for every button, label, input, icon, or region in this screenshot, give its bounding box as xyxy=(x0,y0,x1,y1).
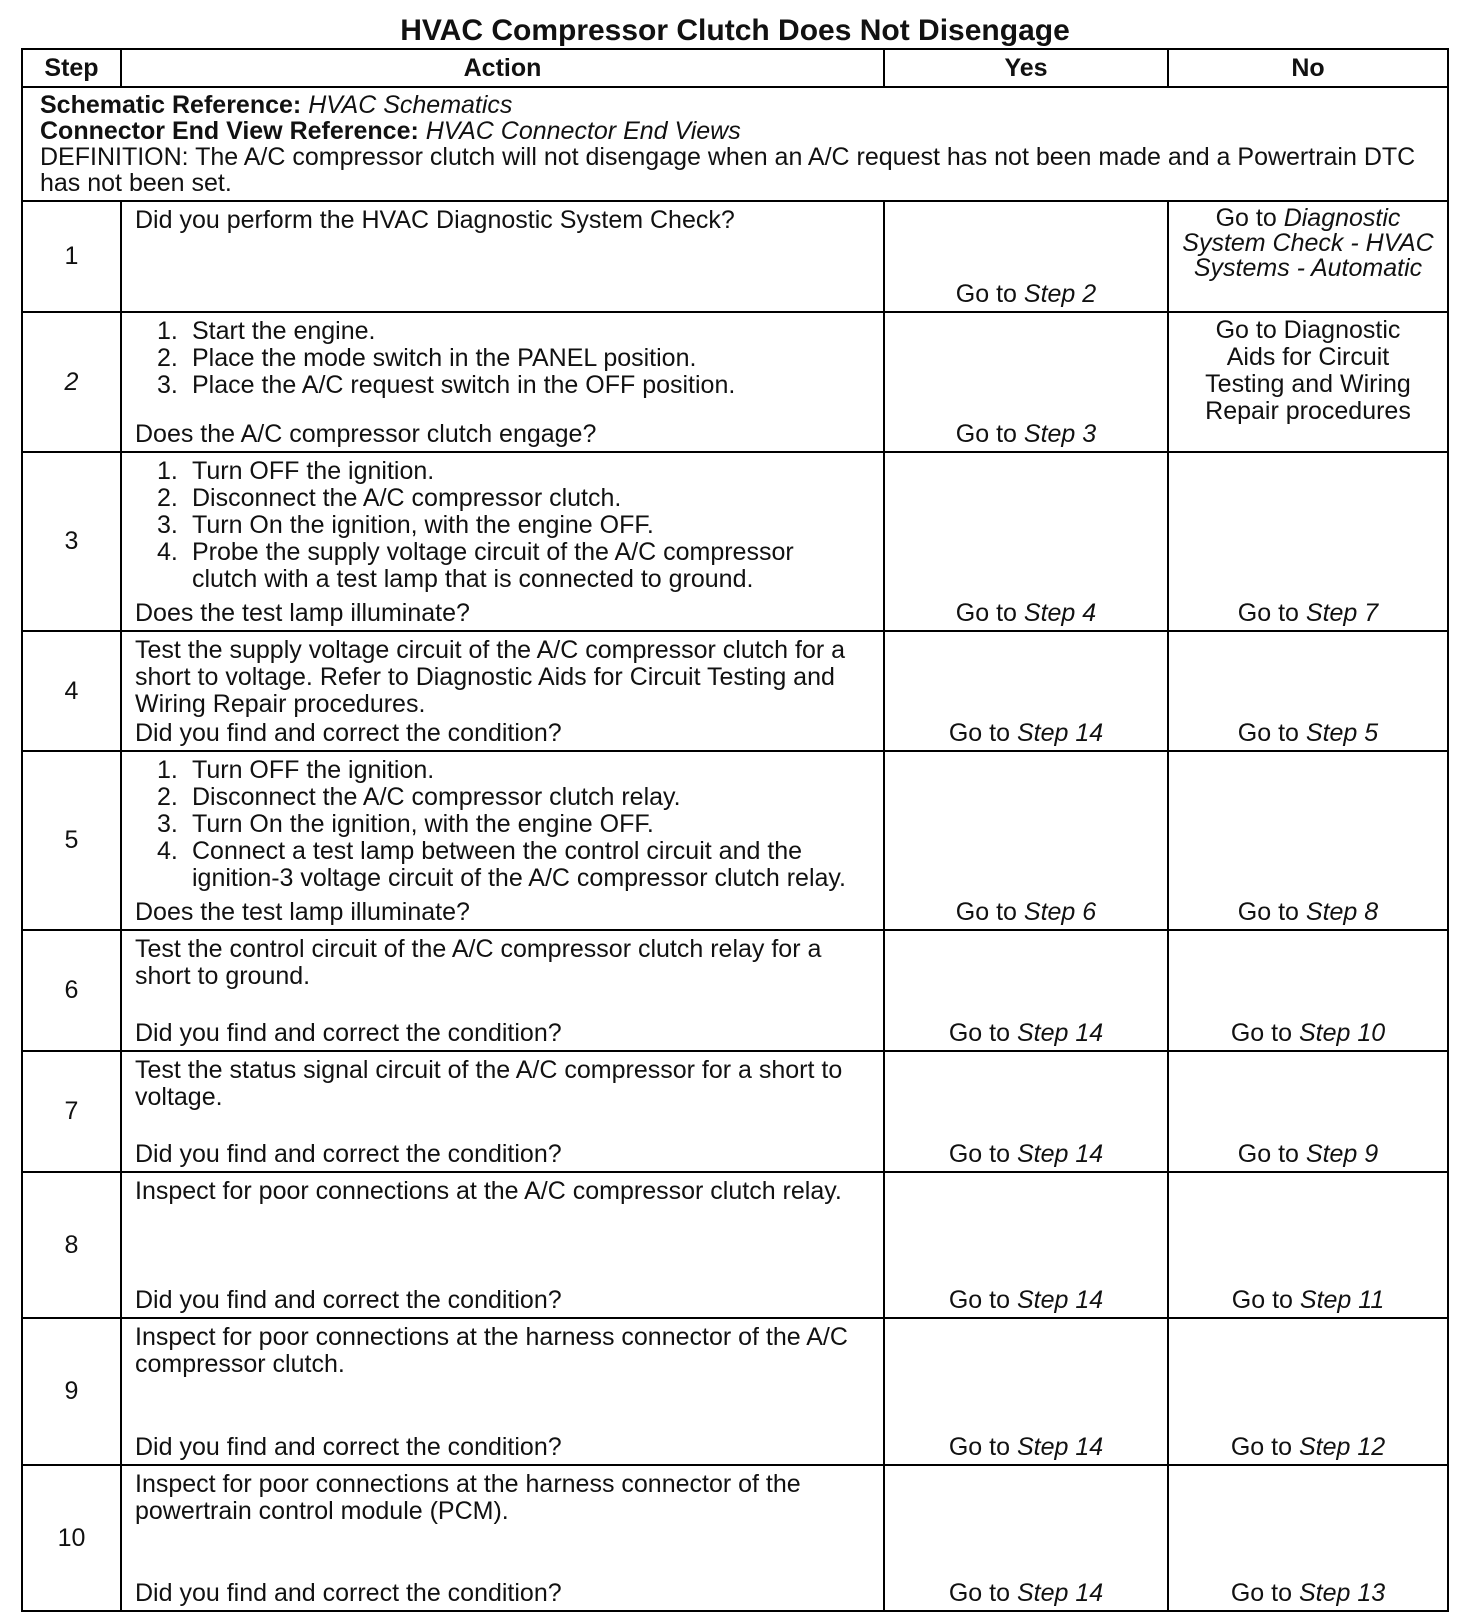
action-text: Test the control circuit of the A/C compressor clutch relay for a short to ground. xyxy=(135,935,822,990)
step-number: 6 xyxy=(23,931,122,1050)
no-go-to-label: Go to xyxy=(1231,1286,1293,1314)
reference-cell xyxy=(23,88,1447,200)
yes-go-to-label: Go to xyxy=(955,599,1017,627)
step-number: 2 xyxy=(23,313,122,451)
no-result xyxy=(1238,1141,1378,1168)
page-title: HVAC Compressor Clutch Does Not Disengage xyxy=(400,14,1070,47)
action-cell xyxy=(122,931,885,1050)
yes-result-cell xyxy=(885,1052,1169,1171)
procedure-step xyxy=(135,318,874,345)
yes-result xyxy=(949,1020,1103,1047)
procedure-step-text: Start the engine. xyxy=(192,317,376,345)
no-target-step: Step 7 xyxy=(1305,599,1379,627)
procedure-step-number: 3. xyxy=(157,511,178,539)
no-go-to-label: Go to xyxy=(1237,599,1299,627)
no-result xyxy=(1231,1020,1385,1047)
diagnostic-table xyxy=(21,48,1449,1612)
no-result-cell xyxy=(1169,632,1447,750)
yes-go-to-label: Go to xyxy=(948,1019,1010,1047)
action-instructions xyxy=(135,757,874,892)
procedure-step-text: Place the mode switch in the PANEL position. xyxy=(192,344,697,372)
action-instructions xyxy=(135,637,874,718)
yes-result xyxy=(949,720,1103,747)
action-text: Inspect for poor connections at the A/C compressor clutch relay. xyxy=(135,1177,842,1205)
no-go-to-label: Go to xyxy=(1237,1140,1299,1168)
action-cell xyxy=(122,1052,885,1171)
no-go-to-label: Go to xyxy=(1215,204,1277,232)
action-instructions xyxy=(135,1324,874,1378)
yes-result xyxy=(949,1434,1103,1461)
action-text: Test the supply voltage circuit of the A/C compressor clutch for a short to voltage. Refer to Diagnostic Aids for Circuit Testing and Wiring Repair procedures. xyxy=(135,636,846,718)
no-result xyxy=(1231,1434,1385,1461)
procedure-step-text: Place the A/C request switch in the OFF position. xyxy=(192,371,736,399)
table-row xyxy=(23,632,1447,752)
step-number: 7 xyxy=(23,1052,122,1171)
procedure-step-text: Connect a test lamp between the control circuit and the ignition-3 voltage circuit of the A/C compressor clutch relay. xyxy=(192,837,846,892)
no-result-cell xyxy=(1169,752,1447,929)
action-cell xyxy=(122,1173,885,1317)
no-go-to-label: Go to xyxy=(1230,1433,1292,1461)
action-cell xyxy=(122,1466,885,1610)
yes-go-to-label: Go to xyxy=(948,719,1010,747)
yes-go-to-label: Go to xyxy=(948,1579,1010,1607)
action-cell xyxy=(122,202,885,311)
procedure-step-text: Probe the supply voltage circuit of the A/C compressor clutch with a test lamp that is connected to ground. xyxy=(192,538,794,593)
yes-go-to-label: Go to xyxy=(955,420,1017,448)
action-instructions xyxy=(135,1471,874,1525)
no-target-step: Step 11 xyxy=(1299,1286,1385,1314)
no-result-cell xyxy=(1169,931,1447,1050)
action-question: Does the A/C compressor clutch engage? xyxy=(135,420,597,448)
no-go-to-label: Go to xyxy=(1230,1579,1292,1607)
step-number: 8 xyxy=(23,1173,122,1317)
procedure-step-number: 2. xyxy=(157,783,178,811)
yes-result-cell xyxy=(885,931,1169,1050)
no-result-cell xyxy=(1169,453,1447,630)
no-target-step: Step 13 xyxy=(1298,1579,1386,1607)
action-cell xyxy=(122,1319,885,1464)
yes-go-to-label: Go to xyxy=(948,1286,1010,1314)
procedure-step-text: Disconnect the A/C compressor clutch relay. xyxy=(192,783,681,811)
action-instructions xyxy=(135,1178,874,1205)
yes-target-step: Step 14 xyxy=(1016,1433,1104,1461)
no-result-cell xyxy=(1169,1466,1447,1610)
action-instructions xyxy=(135,1057,874,1111)
header-step: Step xyxy=(23,50,122,86)
connector-reference-value: HVAC Connector End Views xyxy=(425,117,741,145)
procedure-step-number: 3. xyxy=(157,371,178,399)
no-target-step: Step 10 xyxy=(1298,1019,1386,1047)
yes-target-step: Step 14 xyxy=(1016,1019,1104,1047)
no-result xyxy=(1196,317,1421,425)
step-number: 4 xyxy=(23,632,122,750)
yes-result xyxy=(949,1287,1103,1314)
yes-target-step: Step 3 xyxy=(1023,420,1097,448)
procedure-step-number: 1. xyxy=(157,457,178,485)
yes-result xyxy=(956,421,1096,448)
action-question: Did you find and correct the condition? xyxy=(135,1019,562,1047)
step-number: 5 xyxy=(23,752,122,929)
no-target-step: Diagnostic System Check - HVAC Systems - Automatic xyxy=(1182,204,1434,282)
yes-go-to-label: Go to xyxy=(955,280,1017,308)
procedure-step xyxy=(135,345,874,372)
yes-result xyxy=(956,600,1096,627)
yes-result-cell xyxy=(885,313,1169,451)
header-no: No xyxy=(1291,53,1325,82)
table-row xyxy=(23,752,1447,931)
yes-result-cell xyxy=(885,202,1169,311)
step-number: 10 xyxy=(23,1466,122,1610)
procedure-step xyxy=(135,512,874,539)
yes-result-cell xyxy=(885,1173,1169,1317)
header-yes: Yes xyxy=(885,50,1169,86)
action-cell xyxy=(122,453,885,630)
table-row xyxy=(23,1052,1447,1173)
no-result xyxy=(1238,899,1378,926)
table-row xyxy=(23,1173,1447,1319)
procedure-step-text: Disconnect the A/C compressor clutch. xyxy=(192,484,622,512)
step-number: 9 xyxy=(23,1319,122,1464)
table-row xyxy=(23,1319,1447,1466)
schematic-reference xyxy=(40,92,1435,118)
yes-result xyxy=(949,1580,1103,1607)
no-target-step: Step 12 xyxy=(1298,1433,1386,1461)
action-question: Did you find and correct the condition? xyxy=(135,1286,562,1314)
action-question: Does the test lamp illuminate? xyxy=(135,898,470,926)
procedure-step-number: 4. xyxy=(157,837,178,865)
table-row xyxy=(23,1466,1447,1610)
no-result-cell xyxy=(1169,1052,1447,1171)
action-instructions xyxy=(135,207,874,234)
schematic-reference-label: Schematic Reference: xyxy=(40,91,302,119)
step-number: 3 xyxy=(23,453,122,630)
procedure-step xyxy=(135,539,874,593)
yes-result-cell xyxy=(885,752,1169,929)
procedure-step-number: 1. xyxy=(157,756,178,784)
action-cell xyxy=(122,313,885,451)
procedure-step xyxy=(135,811,874,838)
no-go-to-label: Go to xyxy=(1237,719,1299,747)
procedure-step xyxy=(135,372,874,399)
action-question: Does the test lamp illuminate? xyxy=(135,599,470,627)
yes-result-cell xyxy=(885,1319,1169,1464)
table-row xyxy=(23,202,1447,313)
no-go-to-label: Go to xyxy=(1230,1019,1292,1047)
procedure-step xyxy=(135,838,874,892)
table-row xyxy=(23,931,1447,1052)
procedure-step-number: 2. xyxy=(157,344,178,372)
procedure-step xyxy=(135,784,874,811)
step-number: 1 xyxy=(23,202,122,311)
procedure-step-text: Turn On the ignition, with the engine OFF. xyxy=(192,810,654,838)
schematic-reference-value: HVAC Schematics xyxy=(308,91,513,119)
action-cell xyxy=(122,752,885,929)
action-instructions xyxy=(135,936,874,990)
yes-go-to-label: Go to xyxy=(948,1140,1010,1168)
yes-target-step: Step 14 xyxy=(1016,1579,1104,1607)
procedure-step-number: 1. xyxy=(157,317,178,345)
connector-reference xyxy=(40,118,1435,144)
connector-reference-label: Connector End View Reference: xyxy=(40,117,419,145)
yes-go-to-label: Go to xyxy=(948,1433,1010,1461)
action-text: Did you perform the HVAC Diagnostic System Check? xyxy=(135,206,735,234)
no-target-step: Step 5 xyxy=(1305,719,1379,747)
definition-text: DEFINITION: The A/C compressor clutch will not disengage when an A/C request has not been made and a Powertrain DTC has not been set. xyxy=(40,143,1416,197)
procedure-step-text: Turn OFF the ignition. xyxy=(192,756,435,784)
yes-target-step: Step 14 xyxy=(1016,1286,1104,1314)
header-action: Action xyxy=(122,50,885,86)
action-question: Did you find and correct the condition? xyxy=(135,719,562,747)
no-result-cell xyxy=(1169,1319,1447,1464)
yes-result-cell xyxy=(885,1466,1169,1610)
procedure-step xyxy=(135,485,874,512)
action-cell xyxy=(122,632,885,750)
no-result-cell xyxy=(1169,1173,1447,1317)
no-result xyxy=(1174,206,1442,281)
procedure-step-text: Turn On the ignition, with the engine OFF. xyxy=(192,511,654,539)
no-result-cell xyxy=(1169,202,1447,311)
yes-target-step: Step 14 xyxy=(1016,1140,1104,1168)
no-result xyxy=(1238,720,1378,747)
yes-result-cell xyxy=(885,632,1169,750)
procedure-step-number: 4. xyxy=(157,538,178,566)
yes-result xyxy=(956,281,1096,308)
no-target-step: Step 8 xyxy=(1305,898,1379,926)
no-result xyxy=(1232,1287,1384,1314)
action-question: Did you find and correct the condition? xyxy=(135,1433,562,1461)
reference-row xyxy=(23,88,1447,202)
yes-go-to-label: Go to xyxy=(955,898,1017,926)
action-question: Did you find and correct the condition? xyxy=(135,1140,562,1168)
action-instructions xyxy=(135,458,874,593)
procedure-step-number: 3. xyxy=(157,810,178,838)
yes-result xyxy=(956,899,1096,926)
yes-target-step: Step 14 xyxy=(1016,719,1104,747)
yes-target-step: Step 2 xyxy=(1023,280,1097,308)
table-header xyxy=(23,50,1447,88)
no-target-step: Step 9 xyxy=(1305,1140,1379,1168)
yes-result-cell xyxy=(885,453,1169,630)
no-result xyxy=(1238,600,1378,627)
procedure-step-number: 2. xyxy=(157,484,178,512)
no-result xyxy=(1231,1580,1385,1607)
no-result-text: Go to Diagnostic Aids for Circuit Testing and Wiring Repair procedures xyxy=(1205,316,1411,425)
action-text: Test the status signal circuit of the A/C compressor for a short to voltage. xyxy=(135,1056,843,1111)
no-result-cell xyxy=(1169,313,1447,451)
yes-target-step: Step 6 xyxy=(1023,898,1097,926)
no-go-to-label: Go to xyxy=(1237,898,1299,926)
procedure-step xyxy=(135,458,874,485)
action-question: Did you find and correct the condition? xyxy=(135,1579,562,1607)
action-text: Inspect for poor connections at the harness connector of the A/C compressor clutch. xyxy=(135,1323,848,1378)
procedure-step xyxy=(135,757,874,784)
yes-target-step: Step 4 xyxy=(1023,599,1097,627)
action-instructions xyxy=(135,318,874,399)
procedure-step-text: Turn OFF the ignition. xyxy=(192,457,435,485)
yes-result xyxy=(949,1141,1103,1168)
action-text: Inspect for poor connections at the harness connector of the powertrain control module (PCM). xyxy=(135,1470,801,1525)
table-row xyxy=(23,313,1447,453)
table-row xyxy=(23,453,1447,632)
